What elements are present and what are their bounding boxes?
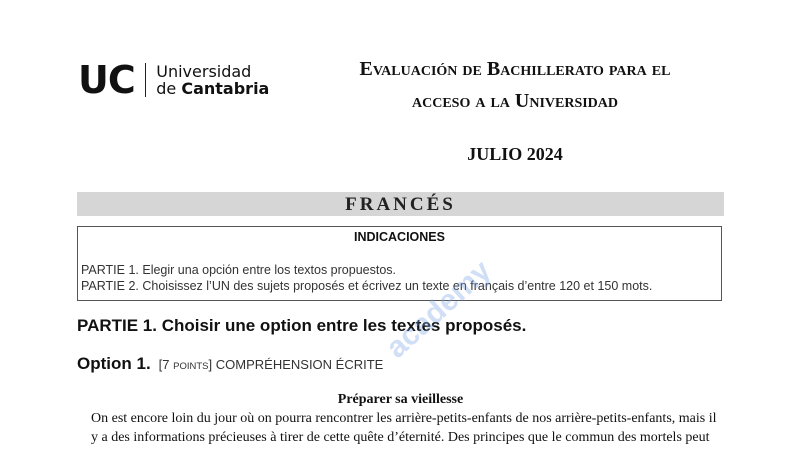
article-line: On est encore loin du jour où on pourra rencontrer les arrière-petits-enfants de nos arrière-petits-enfants, mais il (91, 411, 717, 426)
logo-mark: UC (78, 58, 135, 102)
logo-separator (145, 63, 147, 97)
part-heading: PARTIE 1. Choisir une option entre les textes proposés. (77, 316, 527, 335)
option-points: POINTS (173, 361, 209, 372)
logo-line-2-bold: Cantabria (181, 79, 270, 98)
option-type: COMPRÉHENSION ÉCRITE (215, 357, 384, 372)
indications-title: INDICACIONES (354, 230, 445, 244)
article-title: Préparer sa vieillesse (337, 392, 464, 407)
option-bracket-close: ] (208, 357, 213, 372)
exam-title-line-1: Evaluación de Bachillerato para el (359, 58, 671, 80)
option-detail (159, 357, 384, 372)
option-name: Option 1. (77, 354, 151, 373)
indications-box (77, 226, 722, 301)
option-bracket-open: [7 (158, 357, 174, 372)
article-line: y a des informations précieuses à tirer de cette quête d’éternité. Des principes que le commun des mortels peut (91, 430, 710, 445)
logo-line-2 (156, 80, 269, 97)
exam-title-line-2: acceso a la Universidad (411, 90, 619, 112)
university-logo (78, 60, 269, 100)
logo-line-2-prefix: de (156, 79, 182, 98)
logo-text (156, 63, 269, 97)
logo-line-1: Universidad (156, 62, 252, 81)
exam-date: JULIO 2024 (467, 144, 563, 164)
indication-line: PARTIE 2. Choisissez l’UN des sujets proposés et écrivez un texte en français d’entre 120 et 150 mots. (81, 279, 653, 293)
subject-title: FRANCÉS (77, 192, 724, 216)
option-heading (77, 354, 383, 374)
indication-line: PARTIE 1. Elegir una opción entre los textos propuestos. (81, 263, 396, 277)
watermark: academy (380, 254, 498, 365)
